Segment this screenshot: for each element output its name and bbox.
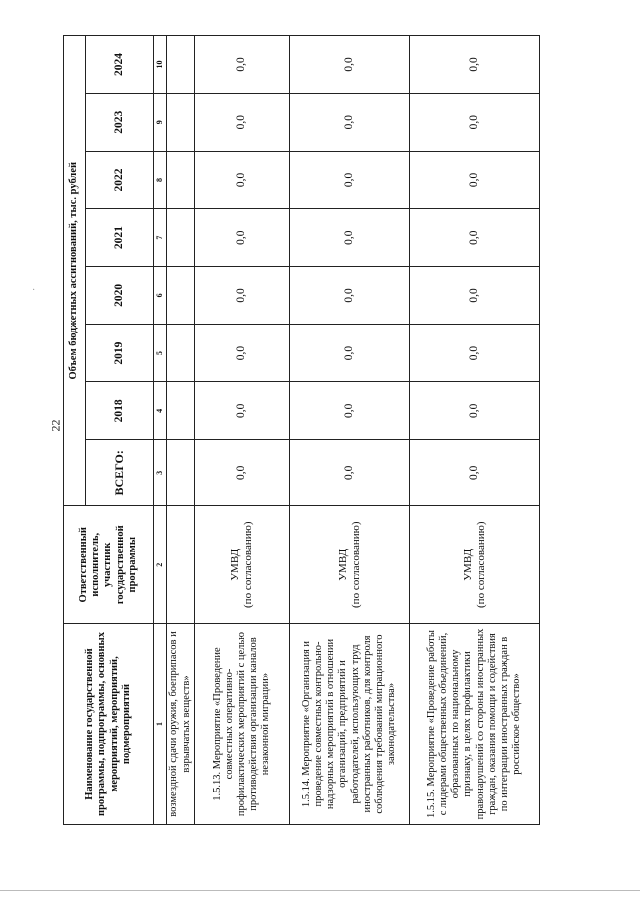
header-year: 2022	[86, 151, 154, 209]
column-number: 6	[154, 267, 167, 325]
value-year: 0,0	[410, 151, 540, 209]
value-year: 0,0	[290, 36, 410, 94]
value-year: 0,0	[195, 382, 290, 440]
column-number: 10	[154, 36, 167, 94]
column-number: 1	[154, 624, 167, 825]
value-year: 0,0	[195, 324, 290, 382]
header-total: ВСЕГО:	[86, 440, 154, 506]
responsible-org: УМВД	[336, 548, 349, 581]
value-year: 0,0	[410, 209, 540, 267]
value-year: 0,0	[290, 151, 410, 209]
value-year: 0,0	[195, 267, 290, 325]
column-number: 5	[154, 324, 167, 382]
scan-speck: ·	[32, 285, 36, 296]
table-row	[290, 36, 410, 825]
column-number: 3	[154, 440, 167, 506]
measure-name: 1.5.15. Мероприятие «Проведение работы с лидерами общественных объединений, образованных по национальному признаку, в целях профилактики правонарушений со стороны иностранных граждан, оказания помощи и содействия по интеграции иностранных граждан в российское общество»	[410, 624, 540, 825]
value-year: 0,0	[195, 209, 290, 267]
page-bottom-rule	[0, 890, 640, 891]
value-year: 0,0	[410, 36, 540, 94]
header-year: 2018	[86, 382, 154, 440]
column-number: 8	[154, 151, 167, 209]
header-year: 2024	[86, 36, 154, 94]
header-budget: Объем бюджетных ассигнований, тыс. рублей	[64, 36, 86, 506]
value-year: 0,0	[290, 93, 410, 151]
column-number: 7	[154, 209, 167, 267]
value-year: 0,0	[410, 382, 540, 440]
column-number: 4	[154, 382, 167, 440]
header-year: 2021	[86, 209, 154, 267]
budget-table	[63, 35, 540, 825]
column-number: 2	[154, 506, 167, 624]
measure-name: 1.5.14. Мероприятие «Организация и проведение совместных контрольно-надзорных мероприятий в отношении организаций, предприятий и работодателей, использующих труд иностранных работников, для контроля соблюдения требований миграционного законодательства»	[290, 624, 410, 825]
table-row	[410, 36, 540, 825]
rotated-table-wrapper	[63, 35, 522, 825]
value-year: 0,0	[195, 36, 290, 94]
value-year: 0,0	[195, 151, 290, 209]
responsible-note: (по согласованию)	[474, 521, 487, 608]
value-year: 0,0	[410, 267, 540, 325]
value-year: 0,0	[290, 324, 410, 382]
value-year: 0,0	[410, 93, 540, 151]
responsible-org: УМВД	[461, 548, 474, 581]
responsible-note: (по согласованию)	[349, 521, 362, 608]
value-year: 0,0	[290, 209, 410, 267]
header-responsible: Ответственный исполнитель, участник государственной программы	[64, 506, 154, 624]
column-number: 9	[154, 93, 167, 151]
measure-name: 1.5.13. Мероприятие «Проведение совместных оперативно-профилактических мероприятий с целью противодействия организации каналов незаконной миграции»	[195, 624, 290, 825]
value-total: 0,0	[195, 440, 290, 506]
header-name: Наименование государственной программы, подпрограммы, основных мероприятий, мероприятий, подмероприятий	[64, 624, 154, 825]
header-year: 2020	[86, 267, 154, 325]
value-year: 0,0	[195, 93, 290, 151]
responsible-cell	[410, 506, 540, 624]
responsible-cell	[290, 506, 410, 624]
value-total: 0,0	[290, 440, 410, 506]
header-year: 2019	[86, 324, 154, 382]
page-number: 22	[48, 419, 63, 432]
header-year: 2023	[86, 93, 154, 151]
responsible-note: (по согласованию)	[242, 521, 254, 608]
value-year: 0,0	[410, 324, 540, 382]
table-row	[195, 36, 290, 825]
table-row-continuation	[167, 36, 195, 825]
responsible-org: УМВД	[229, 548, 242, 581]
value-year: 0,0	[290, 382, 410, 440]
value-total: 0,0	[410, 440, 540, 506]
continuation-text: возмездной сдачи оружия, боеприпасов и взрывчатых веществ»	[167, 624, 195, 825]
value-year: 0,0	[290, 267, 410, 325]
responsible-cell	[195, 506, 290, 624]
